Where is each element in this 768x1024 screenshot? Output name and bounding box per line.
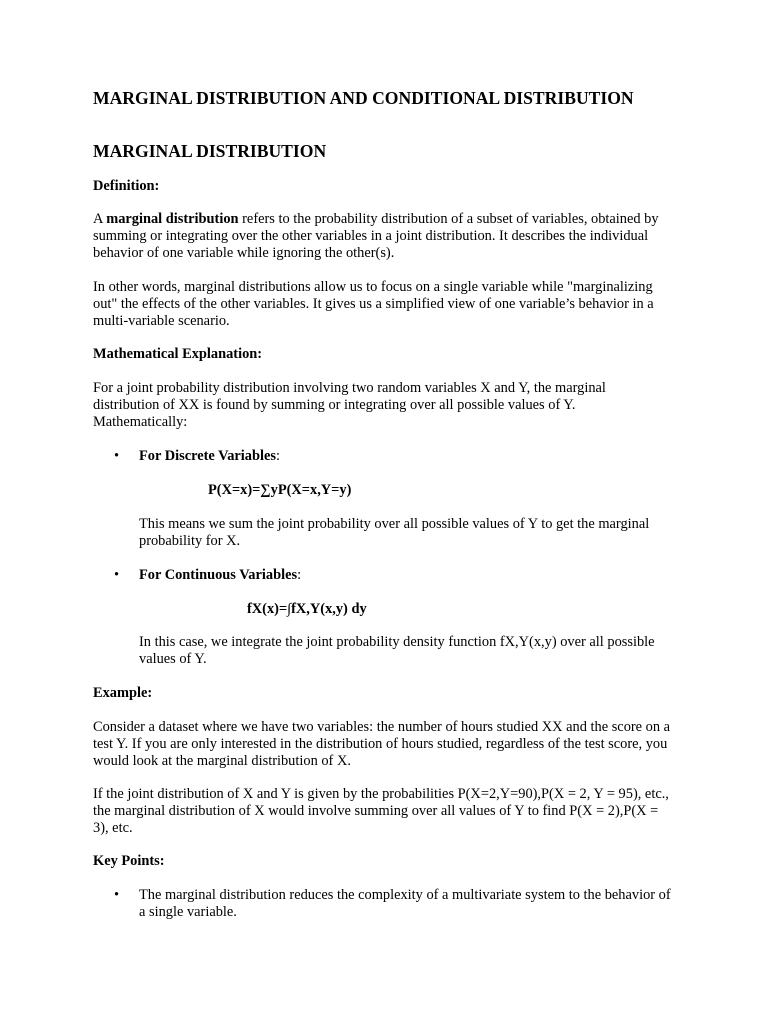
- continuous-label: [139, 567, 301, 584]
- definition-paragraph-2: In other words, marginal distributions allow us to focus on a single variable while "marginalizing out" the effects of the other variables. It gives us a simplified view of one variable’s behavior in a multi-variable scenario.: [93, 279, 654, 329]
- definition-term: marginal distribution: [106, 211, 239, 227]
- discrete-label: [139, 448, 280, 465]
- math-intro-paragraph: For a joint probability distribution involving two random variables X and Y, the marginal distribution of XX is found by summing or integrating over all possible values of Y. Mathematically:: [93, 380, 606, 430]
- key-points-heading: Key Points:: [93, 853, 165, 869]
- definition-heading: Definition:: [93, 178, 160, 194]
- discrete-formula: P(X=x)=∑yP(X=x,Y=y): [208, 482, 352, 498]
- definition-p1-prefix: A: [93, 211, 107, 227]
- key-point-item: The marginal distribution reduces the complexity of a multivariate system to the behavior of a single variable.: [139, 887, 671, 920]
- bullet-icon: •: [114, 887, 120, 903]
- example-paragraph-2: If the joint distribution of X and Y is given by the probabilities P(X=2,Y=90),P(X = 2, Y = 95), etc., the marginal distribution of X would involve summing over all values of Y to find P(X = 2),P(X = 3), etc.: [93, 786, 669, 836]
- definition-paragraph-1: [93, 211, 673, 262]
- document-title: MARGINAL DISTRIBUTION AND CONDITIONAL DISTRIBUTION: [93, 88, 634, 108]
- continuous-explanation: In this case, we integrate the joint probability density function fX,Y(x,y) over all possible values of Y.: [139, 634, 655, 667]
- discrete-colon: :: [275, 448, 280, 464]
- discrete-label-text: For Discrete Variables: [139, 448, 276, 464]
- example-heading: Example:: [93, 685, 153, 701]
- continuous-label-text: For Continuous Variables: [139, 567, 298, 583]
- section-heading: MARGINAL DISTRIBUTION: [93, 141, 327, 161]
- bullet-icon: •: [114, 567, 120, 583]
- math-heading: Mathematical Explanation:: [93, 346, 263, 362]
- example-paragraph-1: Consider a dataset where we have two variables: the number of hours studied XX and the score on a test Y. If you are only interested in the distribution of hours studied, regardless of the test score, you would look at the marginal distribution of X.: [93, 719, 671, 769]
- definition-p1-rest: refers to the probability distribution of a subset of variables, obtained by summing or integrating over the other variables in a joint distribution. It describes the individual behavior of one variable while ignoring the other(s).: [93, 211, 659, 261]
- discrete-explanation: This means we sum the joint probability over all possible values of Y to get the marginal probability for X.: [139, 516, 650, 549]
- continuous-formula: fX(x)=∫fX,Y(x,y) dy: [247, 601, 367, 617]
- bullet-icon: •: [114, 448, 120, 464]
- continuous-colon: :: [297, 567, 302, 583]
